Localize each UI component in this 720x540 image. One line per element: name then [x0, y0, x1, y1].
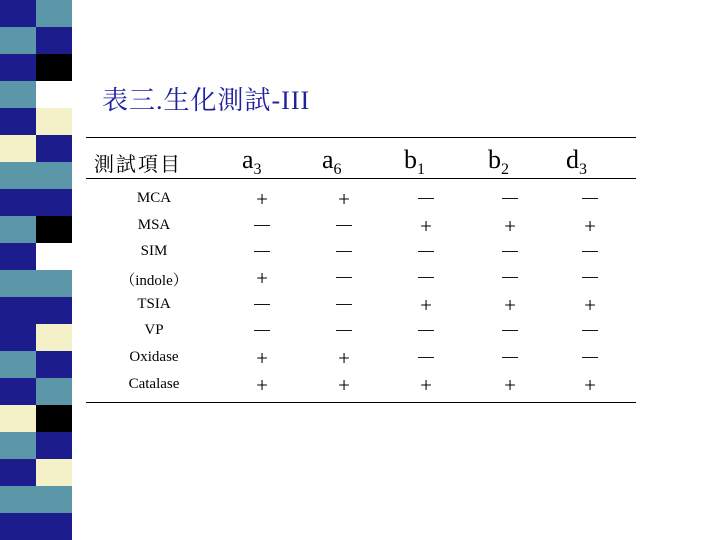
result-cell: － — [333, 240, 355, 264]
strip-tile — [0, 162, 36, 189]
strip-tile — [0, 216, 36, 243]
row-label: MSA — [137, 217, 171, 233]
strip-tile — [0, 378, 36, 405]
strip-tile — [36, 513, 72, 540]
column-header-base: a — [322, 145, 334, 174]
result-cell: + — [420, 293, 432, 317]
row-label: （indole） — [120, 273, 188, 289]
strip-tile — [36, 243, 72, 270]
strip-tile — [36, 27, 72, 54]
column-header — [242, 145, 262, 179]
result-cell: + — [256, 266, 268, 290]
strip-tile — [0, 135, 36, 162]
column-header-subscript: 2 — [501, 161, 509, 178]
row-label: VP — [144, 322, 164, 338]
strip-tile — [0, 243, 36, 270]
column-header-base: a — [242, 145, 254, 174]
result-cell: － — [499, 187, 521, 211]
column-header-base: d — [566, 145, 579, 174]
result-cell: － — [333, 214, 355, 238]
strip-tile — [36, 54, 72, 81]
strip-tile — [0, 108, 36, 135]
strip-tile — [36, 0, 72, 27]
result-cell: － — [415, 266, 437, 290]
result-cell: + — [256, 187, 268, 211]
result-cell: + — [504, 373, 516, 397]
slide-title: 表三.生化測試-III — [102, 86, 311, 115]
result-cell: + — [338, 346, 350, 370]
column-header — [404, 145, 425, 179]
result-cell: － — [499, 319, 521, 343]
column-header-base: b — [404, 145, 417, 174]
result-cell: + — [504, 214, 516, 238]
strip-tile — [0, 459, 36, 486]
strip-tile — [36, 324, 72, 351]
strip-tile — [0, 405, 36, 432]
strip-tile — [36, 81, 72, 108]
result-cell: － — [251, 240, 273, 264]
column-header — [488, 145, 509, 179]
column-header-subscript: 3 — [253, 161, 262, 178]
strip-tile — [0, 432, 36, 459]
table-bottom-rule — [86, 402, 636, 403]
column-header-base: b — [488, 145, 501, 174]
strip-tile — [36, 189, 72, 216]
row-label: Catalase — [128, 376, 180, 392]
column-header-subscript: 6 — [333, 161, 342, 178]
result-cell: － — [499, 240, 521, 264]
result-cell: + — [420, 373, 432, 397]
result-cell: － — [415, 240, 437, 264]
strip-tile — [0, 351, 36, 378]
strip-tile — [36, 135, 72, 162]
column-header — [322, 145, 342, 179]
strip-tile — [0, 297, 36, 324]
strip-tile — [0, 54, 36, 81]
result-cell: + — [338, 187, 350, 211]
column-header-subscript: 3 — [579, 161, 587, 178]
result-cell: － — [415, 319, 437, 343]
strip-tile — [0, 513, 36, 540]
strip-tile — [0, 27, 36, 54]
strip-tile — [36, 459, 72, 486]
column-header — [566, 145, 587, 179]
strip-tile — [36, 162, 72, 189]
strip-tile — [36, 216, 72, 243]
result-cell: － — [499, 266, 521, 290]
table-header-rule — [86, 178, 636, 179]
result-cell: + — [584, 293, 596, 317]
result-cell: － — [579, 240, 601, 264]
result-cell: － — [579, 346, 601, 370]
column-header-subscript: 1 — [417, 161, 425, 178]
decorative-side-strip — [0, 0, 72, 540]
result-cell: + — [256, 373, 268, 397]
result-cell: － — [333, 293, 355, 317]
strip-tile — [0, 189, 36, 216]
result-cell: + — [338, 373, 350, 397]
result-cell: + — [256, 346, 268, 370]
strip-tile — [36, 351, 72, 378]
result-cell: － — [251, 293, 273, 317]
result-cell: + — [584, 373, 596, 397]
result-cell: － — [333, 266, 355, 290]
header-test-item: 測試項目 — [94, 154, 182, 176]
result-cell: － — [333, 319, 355, 343]
strip-tile — [36, 378, 72, 405]
strip-tile — [36, 486, 72, 513]
strip-tile — [36, 270, 72, 297]
result-cell: + — [420, 214, 432, 238]
strip-tile — [0, 324, 36, 351]
result-cell: － — [251, 319, 273, 343]
row-label: TSIA — [137, 296, 171, 312]
strip-tile — [0, 270, 36, 297]
strip-tile — [0, 81, 36, 108]
row-label: MCA — [136, 190, 172, 206]
result-cell: － — [251, 214, 273, 238]
table-top-rule — [86, 137, 636, 138]
result-cell: － — [579, 266, 601, 290]
strip-tile — [0, 0, 36, 27]
strip-tile — [36, 108, 72, 135]
strip-tile — [36, 297, 72, 324]
result-cell: － — [579, 187, 601, 211]
result-cell: － — [579, 319, 601, 343]
result-cell: － — [415, 187, 437, 211]
result-cell: － — [499, 346, 521, 370]
row-label: Oxidase — [129, 349, 179, 365]
result-cell: + — [504, 293, 516, 317]
result-cell: + — [584, 214, 596, 238]
strip-tile — [36, 432, 72, 459]
result-cell: － — [415, 346, 437, 370]
row-label: SIM — [140, 243, 168, 259]
strip-tile — [0, 486, 36, 513]
strip-tile — [36, 405, 72, 432]
